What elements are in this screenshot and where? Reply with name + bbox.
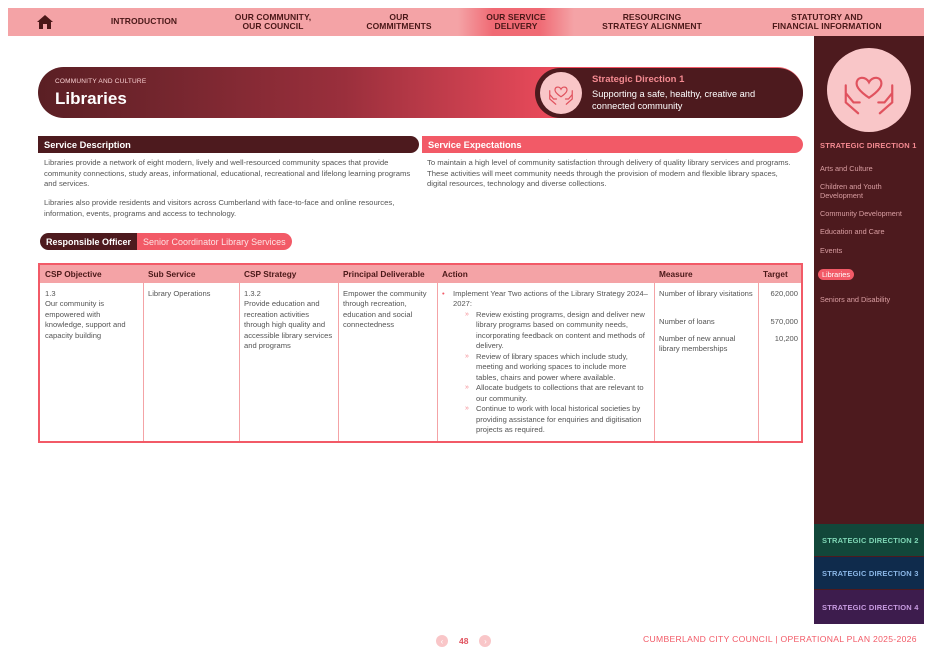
th-sub-service: Sub Service [148,269,196,279]
service-expectations-heading: Service Expectations [422,136,803,153]
sidebar-item-seniors-and-disability[interactable]: Seniors and Disability [820,294,891,304]
cell-target [758,289,798,344]
column-divider [239,265,240,441]
home-icon [36,14,54,30]
responsible-officer [40,233,292,250]
target-item: 620,000 [770,289,798,298]
th-action: Action [442,269,468,279]
chevron-left-icon: ‹ [440,636,444,646]
service-description-heading: Service Description [38,136,419,153]
service-description-p2: Libraries also provide residents and visitors across Cumberland with face-to-face and online resources, information, events, programs and access to technology. [44,198,395,218]
service-description-p1: Libraries provide a network of eight modern, lively and well-resourced community spaces that provide community connections, study areas, informational, educational, recreational and lifelong learning programs and services. [44,158,411,189]
column-divider [338,265,339,441]
nav-our-commitments[interactable]: OUR COMMITMENTS [366,11,432,31]
measure-item: Number of loans [659,317,715,326]
footer-text: CUMBERLAND CITY COUNCIL | OPERATIONAL PLAN 2025-2026 [643,634,917,644]
sidebar-list [820,164,920,313]
nav-our-service-delivery[interactable]: OUR SERVICE DELIVERY [458,8,574,36]
tab-strategic-direction-2[interactable]: STRATEGIC DIRECTION 2 [814,524,924,556]
cell-principal-deliverable: Empower the community through recreation, education and social connectedness [343,289,427,330]
tab-strategic-direction-3[interactable]: STRATEGIC DIRECTION 3 [814,557,924,589]
sidebar-item-children-and-youth[interactable]: Children and Youth Development [820,182,882,201]
target-item: 10,200 [774,334,798,343]
th-measure: Measure [659,269,693,279]
cell-action [440,289,650,436]
strategic-direction-text: Supporting a safe, healthy, creative and connected community [592,89,756,112]
column-divider [143,265,144,441]
service-expectations-p1: To maintain a high level of community satisfaction through delivery of quality library services and programs. These activities will meet community needs through the provision of modern and flexible library spaces, digital resources, technology and diverse collections. [427,158,791,189]
page-title: Libraries [55,89,127,108]
prev-page-button[interactable] [436,635,448,647]
measure-item: Number of library visitations [659,289,753,298]
sidebar-item-arts-and-culture[interactable]: Arts and Culture [820,164,873,173]
action-subitem: » Review existing programs, design and deliver new library programs based on community needs, incorporating feedback on content and methods of delivery. [465,310,650,352]
sidebar-heading: STRATEGIC DIRECTION 1 [820,141,917,150]
cell-csp-objective: 1.3 Our community is empowered with knowledge, support and capacity building [45,289,126,340]
th-principal-deliverable: Principal Deliverable [343,269,425,279]
sidebar-item-events[interactable]: Events [820,245,843,255]
th-csp-objective: CSP Objective [45,269,102,279]
top-navigation [8,8,924,36]
page-number: 48 [459,636,469,646]
nav-resourcing[interactable]: RESOURCING STRATEGY ALIGNMENT [602,11,702,31]
pagination [436,635,491,647]
target-item: 570,000 [770,317,798,326]
measure-item: Number of new annual library memberships [659,334,736,354]
action-subitem: » Review of library spaces which include study, meeting and working spaces to include more tables, chairs and power where available. [465,352,650,383]
next-page-button[interactable] [479,635,491,647]
service-table [38,263,803,443]
tab-strategic-direction-4[interactable]: STRATEGIC DIRECTION 4 [814,590,924,624]
cell-csp-strategy: 1.3.2 Provide education and recreation activities through high quality and accessible library services and programs [244,289,333,351]
th-target: Target [763,269,788,279]
responsible-officer-value: Senior Coordinator Library Services [137,233,292,250]
home-button[interactable] [8,8,82,36]
chevron-right-icon: › [484,636,487,646]
action-subitem: » Allocate budgets to collections that are relevant to our community. [465,383,650,404]
column-divider [437,265,438,441]
column-divider [654,265,655,441]
strategic-direction-title: Strategic Direction 1 [592,74,685,85]
cell-sub-service: Library Operations [148,289,211,298]
table-header [40,265,801,283]
responsible-officer-label: Responsible Officer [40,233,137,250]
action-item: • Implement Year Two actions of the Library Strategy 2024–2027: » Review existing programs, design and deliver new library programs based on community needs, incorporating feedback on content and methods of delivery. » Review of library spaces which include study, meeting and working spaces to include more tables, chairs and power where available. » Allocate budgets to collections that are relevant to our community. » Continue to work with local historical societies by providing assistance for enquiries and digitisation projects as required. [440,289,650,436]
category-label: COMMUNITY AND CULTURE [55,78,147,85]
hands-heart-icon [540,72,582,114]
sidebar-item-education-and-care[interactable]: Education and Care [820,227,885,237]
th-csp-strategy: CSP Strategy [244,269,297,279]
cell-measure [659,289,755,355]
nav-statutory[interactable]: STATUTORY AND FINANCIAL INFORMATION [772,11,882,31]
sidebar-item-libraries[interactable]: Libraries [818,269,854,280]
nav-our-community[interactable]: OUR COMMUNITY, OUR COUNCIL [234,11,312,31]
strategic-direction-badge [535,68,803,118]
nav-introduction[interactable]: INTRODUCTION [110,16,178,27]
action-subitem: » Continue to work with local historical societies by providing assistance for enquiries and digitisation projects as required. [465,404,650,435]
hands-heart-icon [827,48,911,132]
sidebar-item-community-development[interactable]: Community Development [820,209,902,219]
